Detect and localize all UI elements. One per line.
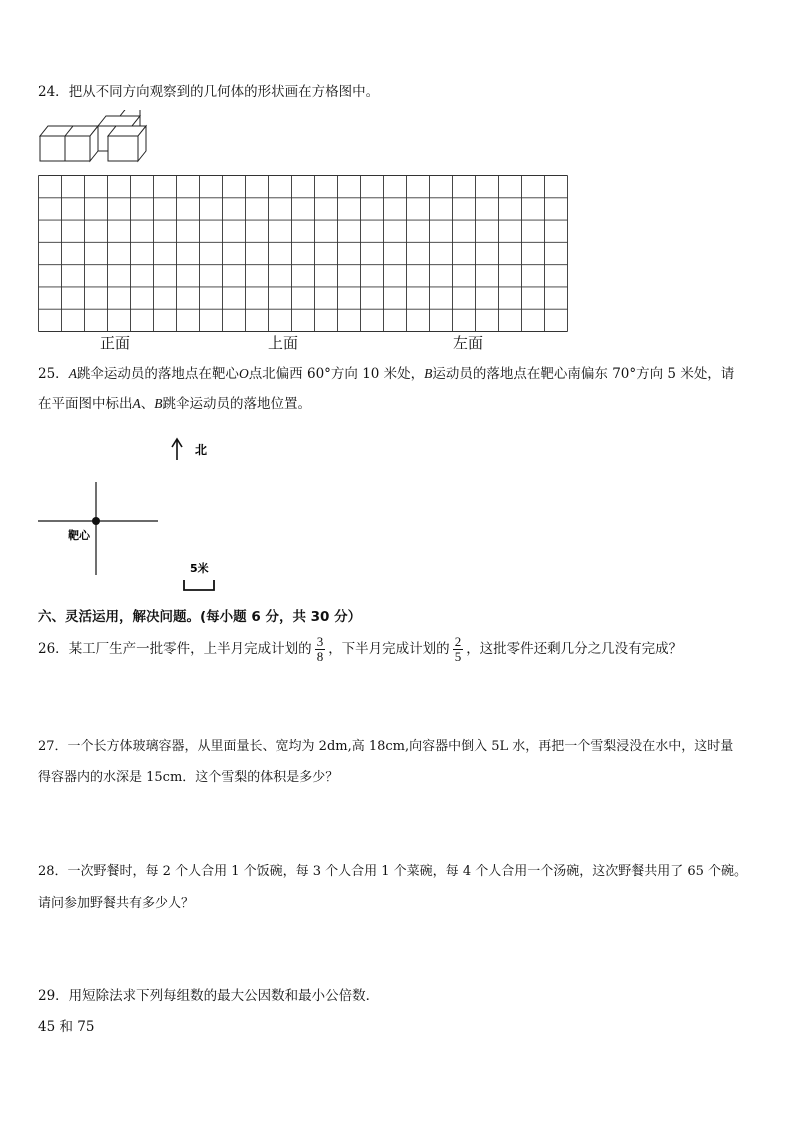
section-6-heading: 六、灵活运用，解决问题。(每小题 6 分，共 30 分） [38, 609, 362, 625]
question-29-line2: 45 和 75 [38, 1019, 95, 1035]
grid-label-left: 左面 [453, 334, 484, 352]
cube-top-face [120, 110, 140, 116]
question-28-line1: 28．一次野餐时，每 2 个人合用 1 个饭碗，每 3 个人合用 1 个菜碗，每 4 个人合用一个汤碗，这次野餐共用了 65 个碗。 [38, 864, 748, 879]
target-diagram[interactable] [30, 430, 230, 605]
question-25-line2: 在平面图中标出A、B跳伞运动员的落地位置。 [38, 396, 311, 412]
drawing-grid[interactable] [38, 175, 568, 332]
question-27-line2: 得容器内的水深是 15cm．这个雪梨的体积是多少？ [38, 770, 339, 785]
question-27-line1: 27．一个长方体玻璃容器，从里面量长、宽均为 2dm,高 18cm,向容器中倒入 5L 水，再把一个雪梨浸没在水中，这时量 [38, 739, 734, 754]
target-center-point [92, 517, 100, 525]
fraction-3-8: $\frac{3}{8}$ [316, 634, 324, 664]
question-25-line1: 25．A跳伞运动员的落地点在靶心O点北偏西 60°方向 10 米处，B运动员的落地点在靶心南偏东 70°方向 5 米处，请 [38, 366, 735, 382]
question-28-line2: 请问参加野餐共有多少人？ [38, 896, 195, 911]
grid-label-front: 正面 [100, 334, 131, 352]
north-label: 北 [195, 443, 208, 457]
cube-figure [36, 110, 156, 166]
question-24: 24．把从不同方向观察到的几何体的形状画在方格图中。 [38, 84, 380, 100]
target-center-label: 靶心 [68, 529, 90, 542]
question-26: 26．某工厂生产一批零件，上半月完成计划的 $\frac{3}{8}$ ，下半月完成计划的 $\frac{2}{5}$ ，这批零件还剩几分之几没有完成？ [38, 634, 683, 664]
cube-front-face [108, 136, 138, 161]
cube-front-face [40, 136, 65, 161]
cube-front-face [65, 136, 90, 161]
scale-bar [184, 580, 214, 590]
question-29-line1: 29．用短除法求下列每组数的最大公因数和最小公倍数． [38, 988, 380, 1004]
scale-label: 5米 [190, 562, 209, 575]
fraction-2-5: $\frac{2}{5}$ [454, 634, 462, 664]
grid-label-top: 上面 [268, 334, 299, 352]
